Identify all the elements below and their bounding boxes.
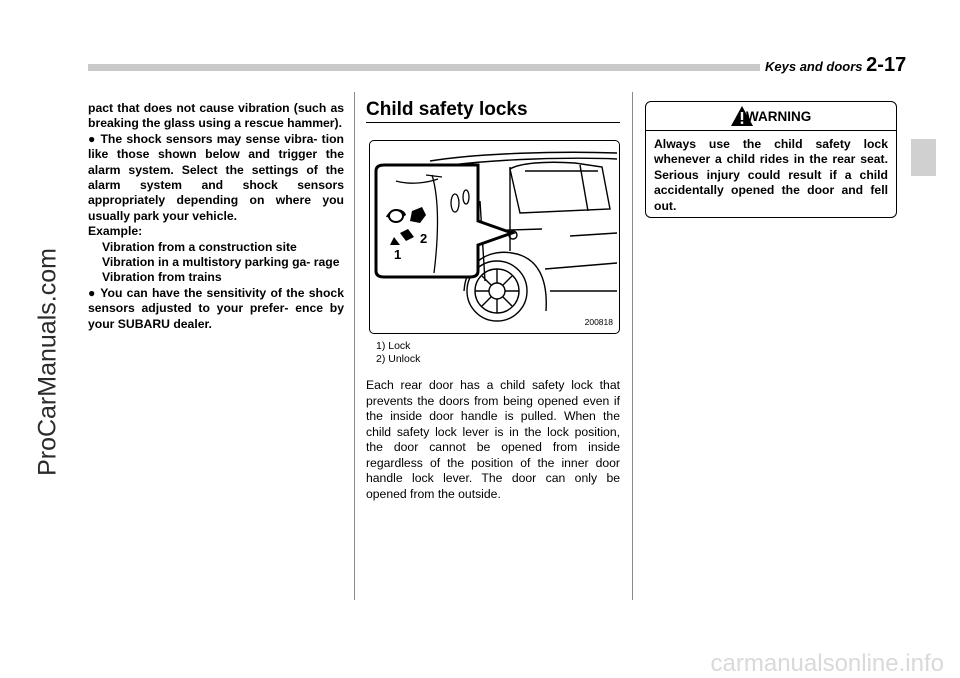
- warning-header: [646, 102, 896, 131]
- warning-box: [645, 101, 897, 218]
- paragraph: Each rear door has a child safety lock that prevents the doors from being opened even if the inside door handle is pulled. When the child safety lock lever is in the lock position, the door cannot be opened from inside regardless of the position of the inner door handle lock lever. The door can only be opened from the outside.: [366, 378, 620, 501]
- legend-item-unlock: 2) Unlock: [376, 353, 421, 365]
- paragraph: ● You can have the sensitivity of the shock sensors adjusted to your prefer- ence by your SUBARU dealer.: [88, 285, 344, 331]
- paragraph: ● The shock sensors may sense vibra- tion like those shown below and trigger the alarm system. Select the settings of the alarm system and shock sensors appropriately depending on where you usually park your vehicle.: [88, 131, 344, 223]
- legend-item-lock: 1) Lock: [376, 340, 411, 352]
- child-lock-figure: [369, 140, 620, 334]
- chapter-tab: [911, 139, 936, 176]
- column-divider-1: [354, 92, 355, 600]
- section-title: Child safety locks: [366, 99, 528, 120]
- header-rule: [88, 64, 760, 71]
- header-page-number: 2-17: [866, 54, 907, 76]
- figure-code: 200818: [584, 317, 613, 327]
- header-section: Keys and doors: [765, 59, 863, 74]
- warning-title: WARNING: [746, 109, 812, 124]
- body-text: [366, 378, 620, 502]
- watermark-bottom: carmanualsonline.info: [710, 650, 944, 677]
- page-header: [765, 54, 906, 77]
- paragraph: pact that does not cause vibration (such as breaking the glass using a rescue hammer).: [88, 101, 344, 131]
- warning-text: Always use the child safety lock whenever a child rides in the rear seat. Serious injury could result if a child accidentally opened the door and fell out.: [654, 137, 888, 213]
- example-label: Example:: [88, 224, 143, 239]
- example-item: Vibration in a multistory parking ga- rage: [102, 255, 340, 270]
- figure-callout-2: 2: [420, 231, 428, 246]
- watermark-left: ProCarManuals.com: [33, 248, 62, 476]
- column-divider-2: [632, 92, 633, 600]
- section-title-rule: [366, 122, 620, 123]
- figure-callout-1: 1: [394, 247, 402, 262]
- left-column: [88, 101, 344, 332]
- car-door-illustration: [370, 141, 619, 333]
- figure-legend: [376, 340, 420, 366]
- example-item: Vibration from trains: [102, 270, 222, 285]
- example-item: Vibration from a construction site: [102, 239, 297, 254]
